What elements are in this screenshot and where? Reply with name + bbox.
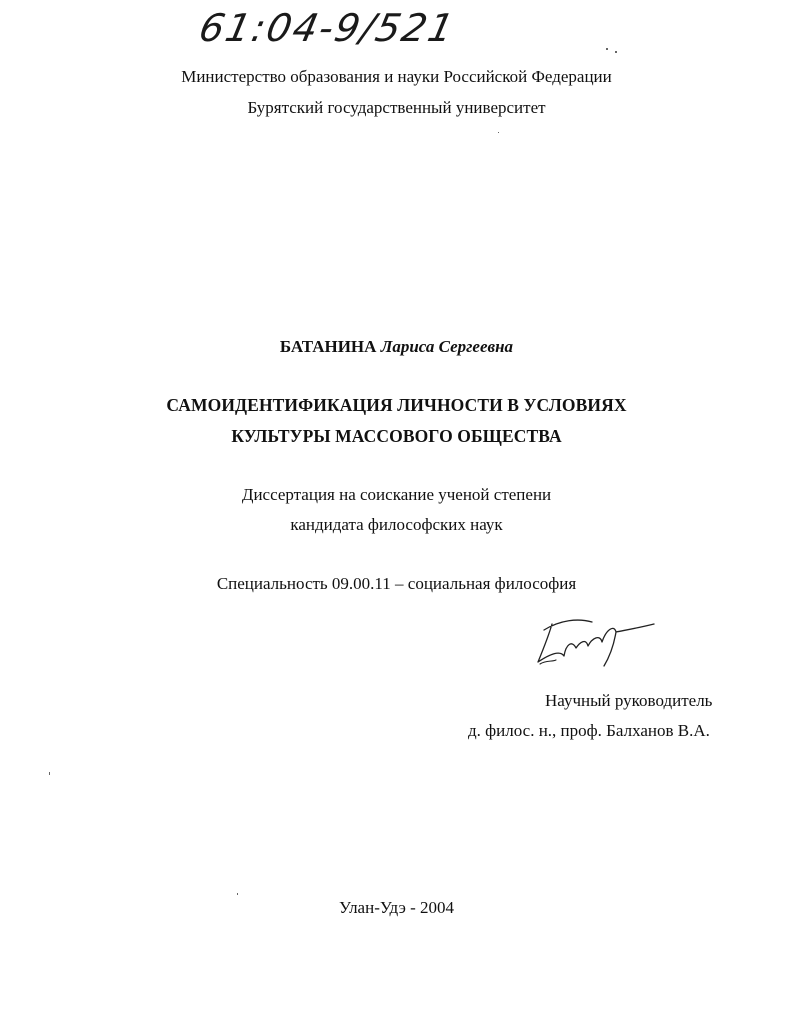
- signature-icon: [530, 600, 660, 675]
- degree-line-2: кандидата философских наук: [290, 515, 503, 534]
- author-name: [0, 337, 793, 357]
- author-surname: БАТАНИНА: [279, 337, 377, 356]
- dissertation-title-line-2: КУЛЬТУРЫ МАССОВОГО ОБЩЕСТВА: [231, 426, 562, 446]
- university-name: Бурятский государственный университет: [247, 98, 546, 117]
- scan-speck: [49, 772, 50, 775]
- ministry-name: Министерство образования и науки Российской Федерации: [181, 67, 612, 86]
- specialty: Специальность 09.00.11 – социальная философия: [216, 574, 577, 593]
- degree-line-1: Диссертация на соискание ученой степени: [241, 485, 552, 504]
- scan-speck: [237, 893, 238, 895]
- scan-speck: [498, 132, 499, 133]
- handwritten-archive-code: 61:04-9/521: [195, 6, 460, 50]
- scan-speck: [615, 51, 617, 53]
- supervisor-label: Научный руководитель: [545, 691, 713, 710]
- author-given-names: Лариса Сергеевна: [380, 337, 514, 356]
- dissertation-title-line-1: САМОИДЕНТИФИКАЦИЯ ЛИЧНОСТИ В УСЛОВИЯХ: [166, 395, 627, 415]
- supervisor-name: д. филос. н., проф. Балханов В.А.: [468, 721, 710, 740]
- scan-speck: [606, 48, 608, 50]
- place-and-year: Улан-Удэ - 2004: [338, 898, 455, 917]
